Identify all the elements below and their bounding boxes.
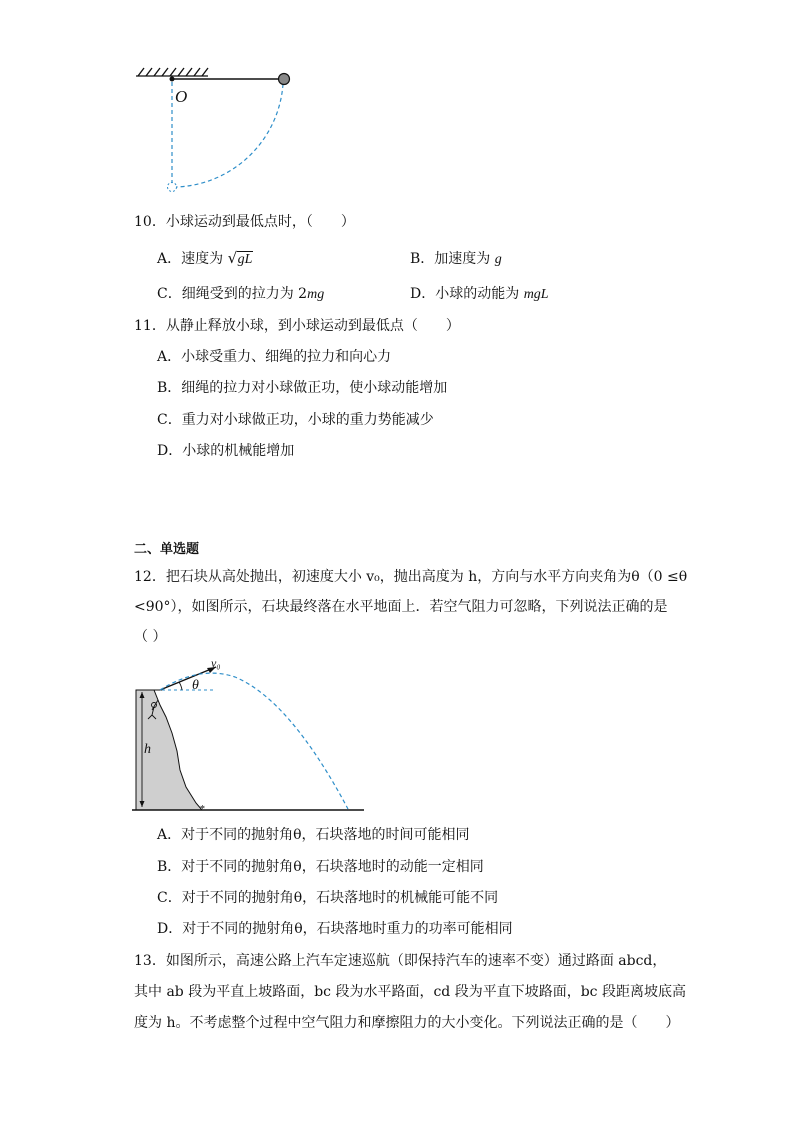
theta-label: θ	[192, 678, 199, 693]
q11-option-d: D．小球的机械能增加	[157, 443, 295, 459]
q10-option-d-var: mgL	[523, 287, 549, 302]
svg-text:*: *	[200, 804, 205, 815]
q11-option-b: B．细绳的拉力对小球做正功，使小球动能增加	[157, 380, 448, 396]
q12-option-c: C．对于不同的抛射角θ，石块落地时的机械能可能不同	[157, 890, 499, 906]
q10-option-b-var: g	[494, 252, 502, 267]
q13-stem-line2: 其中 ab 段为平直上坡路面，bc 段为水平路面，cd 段为平直下坡路面，bc 段距离坡底高	[134, 984, 686, 1000]
q10-option-a	[157, 249, 253, 270]
q10-option-c-var: mg	[307, 287, 325, 302]
q10-option-b	[410, 249, 502, 270]
q12-option-a: A．对于不同的抛射角θ，石块落地的时间可能相同	[157, 827, 470, 843]
v0-label: v₀	[211, 656, 221, 670]
q13-stem-line1: 13．如图所示，高速公路上汽车定速巡航（即保持汽车的速率不变）通过路面 abcd，	[134, 953, 667, 969]
q12-option-b: B．对于不同的抛射角θ，石块落地时的动能一定相同	[157, 859, 484, 875]
pivot-label: O	[175, 87, 188, 106]
q12-stem-line2: <90°），如图所示，石块最终落在水平地面上．若空气阻力可忽略，下列说法正确的是	[134, 599, 668, 615]
sqrt-symbol: √ gL	[227, 249, 253, 267]
projectile-figure	[130, 655, 370, 815]
section-heading: 二、单选题	[134, 542, 200, 557]
q11-option-a: A．小球受重力、细绳的拉力和向心力	[157, 349, 392, 365]
q11-stem: 11．从静止释放小球，到小球运动到最低点（ ）	[134, 318, 460, 334]
q10-option-d-prefix: D．小球的动能为	[410, 286, 524, 302]
h-label: h	[144, 742, 151, 757]
q10-option-d	[410, 284, 549, 305]
q13-stem-line3: 度为 h。不考虑整个过程中空气阻力和摩擦阻力的大小变化。下列说法正确的是（ ）	[134, 1015, 680, 1031]
q12-option-d: D．对于不同的抛射角θ，石块落地时重力的功率可能相同	[157, 921, 513, 937]
q10-option-c	[157, 284, 324, 305]
q10-option-a-prefix: A．速度为	[157, 251, 228, 267]
pendulum-figure	[130, 62, 300, 202]
q10-option-c-prefix: C．细绳受到的拉力为 2	[157, 286, 308, 302]
q10-option-a-radicand: gL	[237, 252, 253, 267]
q11-option-c: C．重力对小球做正功，小球的重力势能减少	[157, 412, 434, 428]
q10-option-b-prefix: B．加速度为	[410, 251, 495, 267]
q12-stem-line1: 12．把石块从高处抛出，初速度大小 v₀，抛出高度为 h，方向与水平方向夹角为θ（0 ≤θ	[134, 569, 688, 585]
q12-stem-line3: （ ）	[134, 629, 167, 645]
q10-stem: 10．小球运动到最低点时，（ ）	[134, 214, 355, 230]
